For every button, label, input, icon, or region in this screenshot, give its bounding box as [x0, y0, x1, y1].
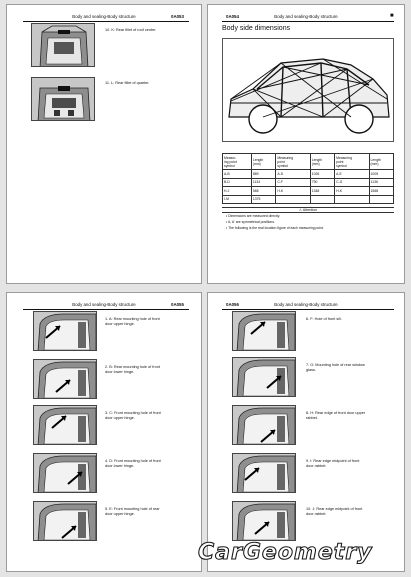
- attention-label: Attention: [302, 208, 318, 212]
- table-row: [223, 178, 394, 187]
- note-text: The following is the real location figure of each measuring point.: [228, 226, 324, 230]
- table-header-cell: Length (mm): [369, 154, 393, 170]
- caption-item-10: 10. J: Rear edge midpoint of front door rabbet.: [306, 507, 363, 516]
- table-header-cell: Length (mm): [310, 154, 334, 170]
- door-opening-figure: [33, 359, 97, 399]
- note-text: Dimensions are measured directly.: [228, 214, 281, 218]
- caption-item-7: 7. G: Mounting hole of rear window glass.: [306, 363, 365, 372]
- note-text: A, A' are symmetrical positions.: [227, 220, 275, 224]
- table-header-cell: Measur- ing point symbol: [223, 154, 252, 170]
- table-header-cell: Measuring point symbol: [276, 154, 310, 170]
- header-title: Body and sealing-Body structure: [274, 302, 338, 307]
- table-cell: A-E: [335, 170, 369, 179]
- door-opening-figure: [232, 501, 296, 541]
- table-cell: [276, 195, 310, 204]
- table-cell: I-M: [223, 195, 252, 204]
- door-opening-figure: [33, 453, 97, 493]
- caption-item-6: 6. F: Hole of front sill.: [306, 317, 342, 321]
- caption-item-11: 11. L: Rear fillet of quarter.: [105, 81, 150, 85]
- table-header-cell: Measuring point symbol: [335, 154, 369, 170]
- door-opening-figure: [33, 501, 97, 541]
- header-code: 0A053: [171, 14, 184, 19]
- door-opening-figure: [33, 311, 97, 351]
- figure-rear-fillet-quarter: [31, 77, 95, 121]
- table-cell: 1026: [310, 170, 334, 179]
- table-row: [223, 195, 394, 204]
- door-opening-figure: [232, 357, 296, 397]
- table-cell: [335, 195, 369, 204]
- caption-item-4: 4. D: Front mounting hole of front door lower hinge.: [105, 459, 161, 468]
- page-2: [207, 4, 405, 284]
- caption-item-10: 10. K: Rear fillet of roof center.: [105, 28, 157, 32]
- header-rule: [222, 21, 394, 22]
- note-1: • Dimensions are measured directly.: [226, 214, 281, 218]
- table-cell: H-K: [335, 187, 369, 196]
- table-cell: 1375: [251, 195, 275, 204]
- table-cell: H-K: [276, 187, 310, 196]
- note-3: • The following is the real location figure of each measuring point.: [226, 226, 324, 230]
- page-3: [6, 292, 202, 572]
- table-row: [223, 170, 394, 179]
- caption-item-1: 1. A: Rear mounting hole of front door upper hinge.: [105, 317, 160, 326]
- table-cell: 1005: [369, 170, 393, 179]
- header-rule: [23, 21, 189, 22]
- table-cell: 1136: [369, 178, 393, 187]
- header-code: 0A056: [226, 302, 239, 307]
- table-cell: A-D: [276, 170, 310, 179]
- door-opening-figure: [232, 311, 296, 351]
- table-row: [223, 187, 394, 196]
- section-title: Body side dimensions: [222, 25, 291, 32]
- header-title: Body and sealing-Body structure: [72, 14, 136, 19]
- table-header-cell: Length (mm): [251, 154, 275, 170]
- table-cell: 790: [310, 178, 334, 187]
- door-opening-figure: [232, 405, 296, 445]
- table-cell: 889: [251, 170, 275, 179]
- table-cell: C-F: [276, 178, 310, 187]
- table-cell: C-G: [335, 178, 369, 187]
- caption-item-2: 2. B: Rear mounting hole of front door lower hinge.: [105, 365, 160, 374]
- door-opening-figure: [33, 405, 97, 445]
- table-cell: [369, 195, 393, 204]
- caption-item-5: 5. E: Front mounting hole of rear door upper hinge.: [105, 507, 160, 516]
- table-cell: 568: [251, 187, 275, 196]
- attention-heading: [222, 207, 394, 213]
- table-cell: 1568: [369, 187, 393, 196]
- door-opening-figure: [232, 453, 296, 493]
- dimensions-table: [222, 153, 394, 204]
- caption-item-9: 9. I: Rear edge midpoint of front door rabbet.: [306, 459, 360, 468]
- caption-item-3: 3. C: Front mounting hole of front door upper hinge.: [105, 411, 161, 420]
- header-code: 0A055: [171, 302, 184, 307]
- table-cell: H-J: [223, 187, 252, 196]
- body-side-diagram: [222, 38, 394, 142]
- table-cell: 1348: [310, 187, 334, 196]
- page-marker: ■: [390, 13, 394, 19]
- table-cell: 1134: [251, 178, 275, 187]
- table-cell: [310, 195, 334, 204]
- header-title: Body and sealing-Body structure: [274, 14, 338, 19]
- warning-icon: ⚠: [298, 208, 303, 212]
- note-2: • A, A' are symmetrical positions.: [226, 220, 275, 224]
- header-rule: [23, 309, 189, 310]
- header-code: 0A054: [226, 14, 239, 19]
- header-title: Body and sealing-Body structure: [72, 302, 136, 307]
- caption-item-8: 8. H: Rear edge of front door upper rabbet.: [306, 411, 366, 420]
- figure-rear-fillet-roof: [31, 23, 95, 67]
- table-cell: B-D: [223, 178, 252, 187]
- table-header-row: [223, 154, 394, 170]
- page-1: [6, 4, 202, 284]
- page-4: [207, 292, 405, 572]
- watermark-logo: CarGeometry: [198, 540, 373, 565]
- table-cell: A-B: [223, 170, 252, 179]
- header-rule: [222, 309, 394, 310]
